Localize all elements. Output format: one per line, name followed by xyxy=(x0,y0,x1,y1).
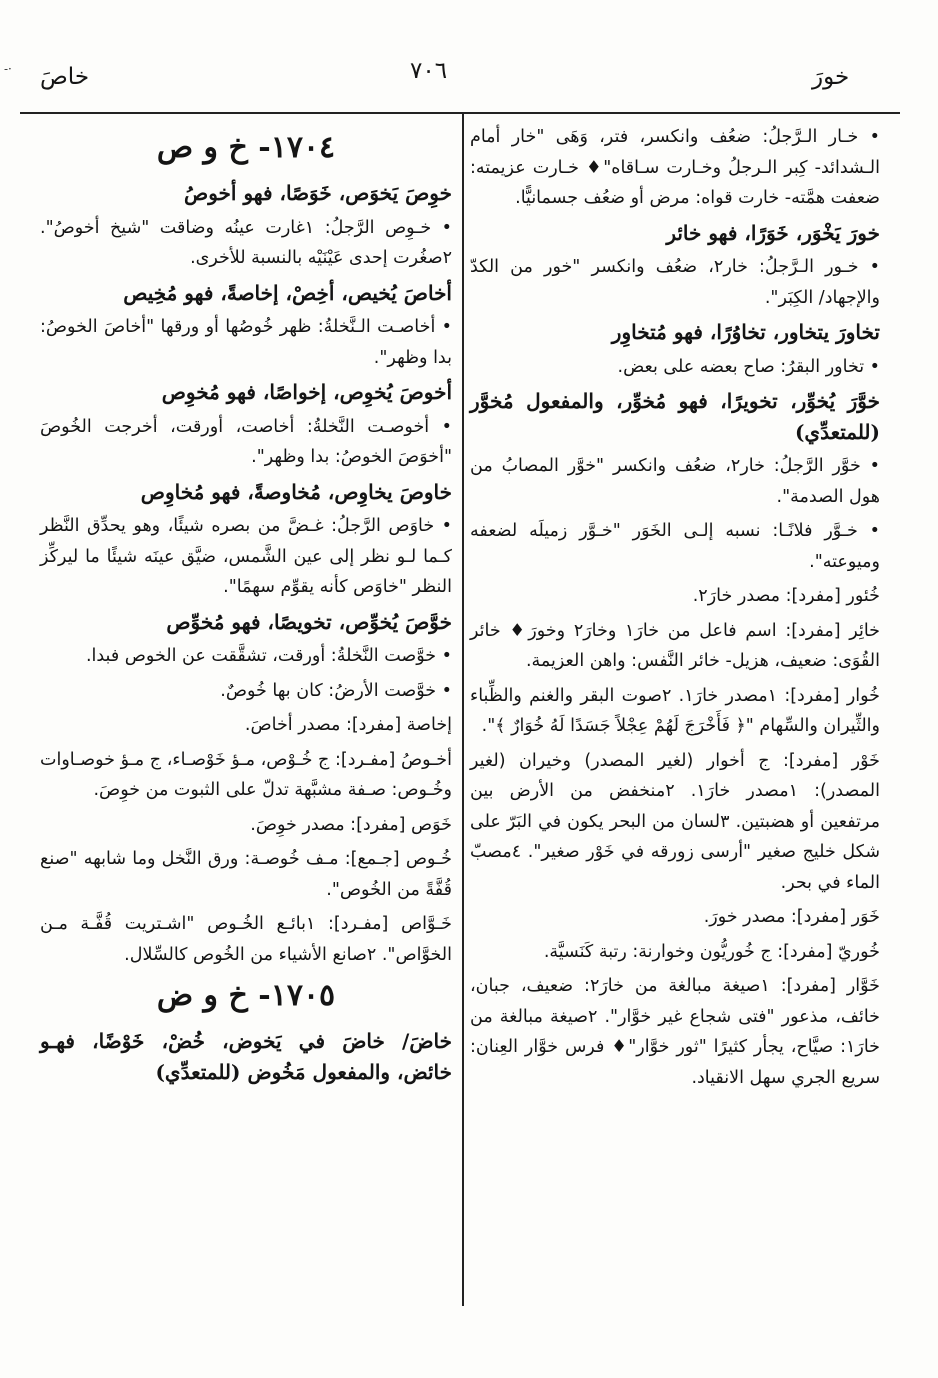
entry-text: • خـار الـرَّجلُ: ضعُف وانكسر، فتر، وَهَى "خار أمام الـشدائد- كِبر الـرجلُ وخـارت سـاقاه"♦ خـارت عزيمته: ضعفت همَّته- خارت قواه: مرض أو ضعُف جسمانيًّا. xyxy=(470,127,880,208)
entry-text: أخـوصُ [مفـرد]: ج خُـوْص، مـؤ خَوْصـاء، ج مـؤ خوصـاوات وخُـوص: صـفة مشبَّهة تدلّ على الثبوت من خوِصَ. xyxy=(40,749,452,800)
headword: خوِصَ يَخوَص، خَوَصًا، فهو أخوصُ xyxy=(184,181,452,205)
entry-text: • خـوَّر فلانًـا: نسبه إلـى الخَوَر "خـوَّر زميلَه لضعفه وميوعته". xyxy=(470,521,880,572)
entry-text: • تخاور البقرُ: صاح بعضه على بعض. xyxy=(617,356,880,377)
header-right-guide-word: خورَ xyxy=(812,64,850,90)
entry-text: خُئور [مفرد]: مصدر خارَ٢. xyxy=(692,586,880,606)
entry-text: خَوَّار [مفرد]: ١صيغة مبالغة من خارَ٢: ضعيف، جبان، خائف، مذعور "فتى شجاع غير خوَّار". ٢صيغة مبالغة من خارَ١: صيَّاح، يجأر كثيرًا "ثور خوَّار"♦ فرس خوَّار العِنان: سريع الجري سهل الانقياد. xyxy=(470,976,880,1088)
headword: خورَ يَخْوَر، خَوَرًا، فهو خائر xyxy=(666,220,880,245)
entry-text: • أخوصـت النَّخلةُ: أخاصت، أورقت، أخرجت الخُوصَ "أخوَصَ الخوصُ: بدا وظهر". xyxy=(40,416,452,467)
entry-text: خَـوَّاص [مفـرد]: ١بائـع الخُـوص "اشـتريت قُفَّـة مـن الخوَّاص". ٢صانع الأشياء من الخُوص كالسِّلال. xyxy=(40,914,452,965)
entry-text: • خاوَص الرَّجلُ: غـضَّ من بصره شيئًا، وهو يحدِّق النَّظر كـما لـو نظر إلى عين الشَّمس، ضيَّق عينَه شيئًا ما ليركِّز النظر "خاوَص كأنه يقوِّم سهمًا". xyxy=(40,516,452,597)
headword: خوَّرَ يُخوِّر، تخويرًا، فهو مُخوِّر، والمفعول مُخوَّر (للمتعدِّي) xyxy=(470,389,880,444)
header-left-guide-word: خاصَ xyxy=(40,64,90,90)
entry-text: خُوريّ [مفرد]: ج خُوريُّون وخوارنة: رتبة كَنَسيَّة. xyxy=(543,941,880,962)
root-heading: ١٧٠٥- خ و ض xyxy=(156,978,336,1013)
column-divider-end xyxy=(462,1300,464,1306)
entry-text: خَوَص [مفرد]: مصدر خوِصَ. xyxy=(250,814,452,835)
entry-text: • خوَّر الرَّجلُ: خار٢، ضعُف وانكسر "خوَّر المصابُ من هول الصدمة". xyxy=(470,456,880,507)
headword: خاضَ/ خاضَ في يَخوض، خُضْ، خَوْضًا، فهـو خائض، والمفعول مَخُوض (للمتعدِّي) xyxy=(40,1029,452,1084)
corner-mark: -· xyxy=(4,62,12,76)
headword: خاوصَ يخاوِص، مُخاوصةً، فهو مُخاوِص xyxy=(140,479,452,504)
headword: أخوصَ يُخوِص، إخواصًا، فهو مُخوِص xyxy=(161,380,452,404)
page-number: ٧٠٦ xyxy=(410,58,448,84)
entry-text: • خوَّصت النَّخلةُ: أورقت، تشقَّقت عن الخوص فبدا. xyxy=(85,646,452,666)
entry-text: إخاصة [مفرد]: مصدر أخاصَ. xyxy=(244,715,452,735)
entry-text: خَوْر [مفرد]: ج أخوار (لغير المصدر) وخيران (لغير المصدر): ١مصدر خارَ١. ٢منخفض من الأرض بين مرتفعين أو هضبتين. ٣لسان من البحر يكون في البَرّ على شكل خليج صغير "أرسى زورقه في خَوْر صغير". ٤مصبّ الماء في بحر. xyxy=(470,750,880,893)
column-divider xyxy=(462,114,464,1304)
right-column xyxy=(470,122,880,1097)
entry-text: خُـوص [جـمع]: مـف خُوصـة: ورق النَّخل وما شابهه "صنع قُفَّةً من الخُوص". xyxy=(40,849,452,900)
headword: أخاصَ يُخيص، أخِصْ، إخاصةً، فهو مُخِيص xyxy=(123,280,452,305)
left-column xyxy=(40,122,452,1091)
entry-text: خُوار [مفرد]: ١مصدر خارَ١. ٢صوت البقر والغنم والظِّباء والثِّيران والسِّهام "﴿ فَأَخْرَجَ لَهُمْ عِجْلاً جَسَدًا لَهُ خُوَارٌ ﴾". xyxy=(470,685,880,736)
entry-text: • خـوِص الرَّجلُ: ١غارت عينُه وضاقت "شيخ أخوصُ". ٢صغُرت إحدى عَيْنَيْه بالنسبة للأخرى. xyxy=(40,217,452,268)
entry-text: خَوَر [مفرد]: مصدر خورَ. xyxy=(703,907,880,927)
headword: تخاورَ يتخاور، تخاوُرًا، فهو مُتخاوِر xyxy=(611,320,880,344)
entry-text: • خوَّصت الأرضُ: كان بها خُوصٌ. xyxy=(220,680,452,701)
root-heading: ١٧٠٤- خ و ص xyxy=(156,130,336,165)
header-rule xyxy=(20,112,900,114)
entry-text: • أخاصـت الـنَّخلةُ: ظهر خُوصُها أو ورقها "أخاصَ الخوصُ: بدا وظهر". xyxy=(40,317,452,368)
headword: خوَّصَ يُخوِّص، تخويصًا، فهو مُخوِّص xyxy=(166,609,452,634)
page-header xyxy=(0,56,938,100)
entry-text: خائِر [مفرد]: اسم فاعل من خارَ١ وخارَ٢ وخورَ♦ خائر القُوَى: ضعيف، هزيل- خائر النَّفس: واهن العزيمة. xyxy=(470,620,880,671)
entry-text: • خـور الـرَّجلُ: خار٢، ضعُف وانكسر "خور من الكدّ والإجهاد/ الكِبَر". xyxy=(470,257,880,308)
